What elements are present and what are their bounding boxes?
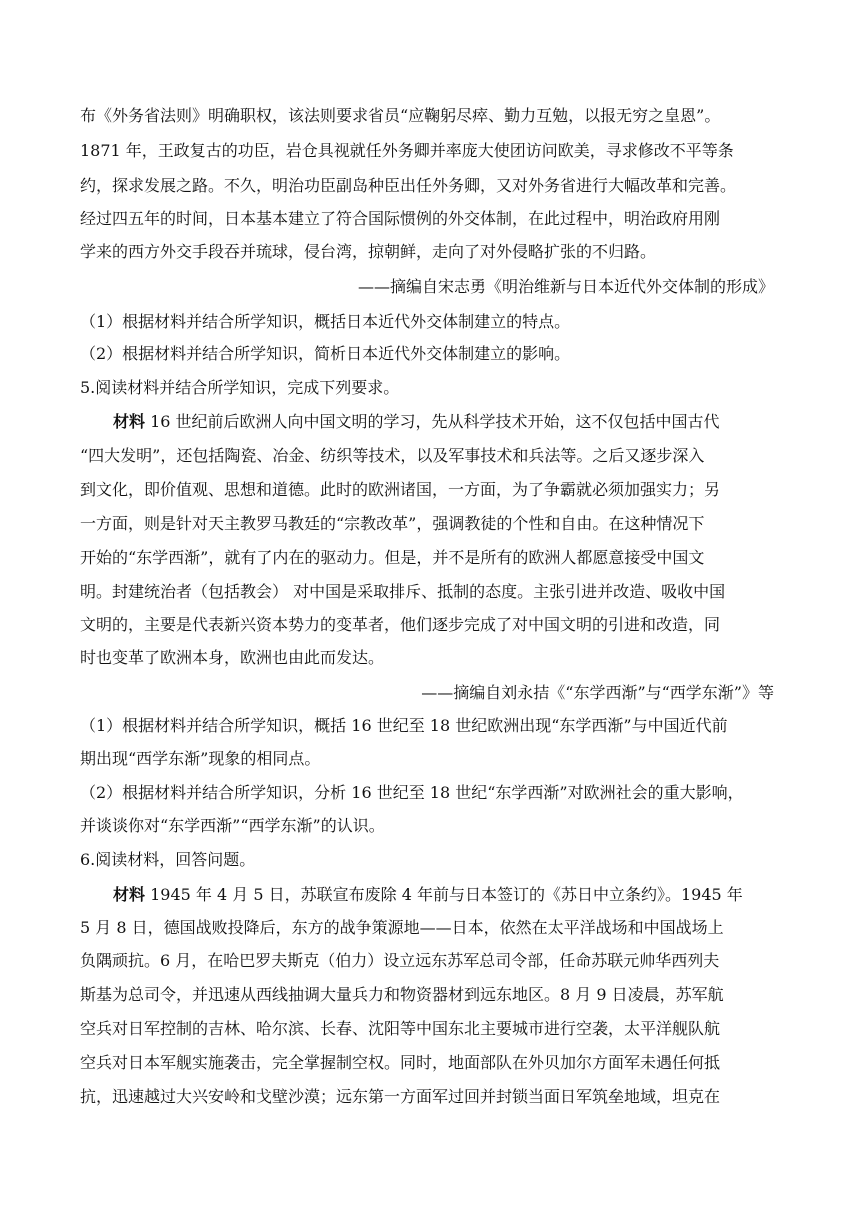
material-line: 抗，迅速越过大兴安岭和戈壁沙漠；远东第一方面军过回并封锁当面日军筑垒地域，坦克在 (80, 1087, 721, 1106)
question-item: （2）根据材料并结合所学知识，分析 16 世纪至 18 世纪“东学西渐”对欧洲社会的重大影响， (80, 783, 744, 802)
material-line: 开始的“东学西渐”，就有了内在的驱动力。但是，并不是所有的欧洲人都愿意接受中国文 (80, 548, 705, 567)
material-line: 布《外务省法则》明确职权，该法则要求省员“应鞠躬尽瘁、勤力互勉，以报无穷之皇恩”。 (80, 106, 721, 125)
source-citation: ——摘编自宋志勇《明治维新与日本近代外交体制的形成》 (357, 277, 774, 296)
material-line: 时也变革了欧洲本身，欧洲也由此而发达。 (80, 648, 385, 667)
material-line: 学来的西方外交手段吞并琉球，侵台湾，掠朝鲜，走向了对外侵略扩张的不归路。 (80, 242, 657, 261)
material-label: 材料 (113, 412, 146, 431)
material-line: 到文化，即价值观、思想和道德。此时的欧洲诸国，一方面，为了争霸就必须加强实力；另 (80, 480, 721, 499)
question-item: （1）根据材料并结合所学知识，概括日本近代外交体制建立的特点。 (80, 312, 571, 331)
material-line: 一方面，则是针对天主教罗马教廷的“宗教改革”，强调教徒的个性和自由。在这种情况下 (80, 514, 705, 533)
material-line: “四大发明”，还包括陶瓷、冶金、纺织等技术，以及军事技术和兵法等。之后又逐步深入 (80, 446, 705, 465)
material-line: 负隅顽抗。6 月，在哈巴罗夫斯克（伯力）设立远东苏军总司令部，任命苏联元帅华西列夫 (80, 951, 720, 970)
material-line (113, 885, 743, 905)
material-text: 16 世纪前后欧洲人向中国文明的学习，先从科学技术开始，这不仅包括中国古代 (145, 412, 720, 431)
material-line: 斯基为总司令，并迅速从西线抽调大量兵力和物资器材到远东地区。8 月 9 日凌晨，苏军航 (80, 985, 724, 1004)
material-text: 1945 年 4 月 5 日，苏联宣布废除 4 年前与日本签订的《苏日中立条约》。1945 年 (145, 885, 743, 904)
material-line: 文明的，主要是代表新兴资本势力的变革者，他们逐步完成了对中国文明的引进和改造，同 (80, 615, 721, 634)
material-line: 空兵对日军控制的吉林、哈尔滨、长春、沈阳等中国东北主要城市进行空袭，太平洋舰队航 (80, 1019, 721, 1038)
question-item: 期出现“西学东渐”现象的相同点。 (80, 749, 321, 768)
material-label: 材料 (113, 885, 146, 904)
material-line: 1871 年，王政复古的功臣，岩仓具视就任外务卿并率庞大使团访问欧美，寻求修改不平等条 (80, 141, 734, 160)
question-heading: 5.阅读材料并结合所学知识，完成下列要求。 (80, 378, 400, 397)
material-line: 约，探求发展之路。不久，明治功臣副岛种臣出任外务卿，又对外务省进行大幅改革和完善。 (80, 176, 737, 195)
question-item: 并谈谈你对“东学西渐”“西学东渐”的认识。 (80, 816, 385, 835)
question-item: （1）根据材料并结合所学知识，概括 16 世纪至 18 世纪欧洲出现“东学西渐”与中国近代前 (80, 716, 728, 735)
question-heading: 6.阅读材料，回答问题。 (80, 850, 256, 869)
material-line: 空兵对日本军舰实施袭击，完全掌握制空权。同时，地面部队在外贝加尔方面军未遇任何抵 (80, 1053, 721, 1072)
material-line (113, 412, 720, 432)
source-citation: ——摘编自刘永拮《“东学西渐”与“西学东渐”》等 (421, 683, 774, 702)
material-line: 经过四五年的时间，日本基本建立了符合国际惯例的外交体制，在此过程中，明治政府用刚 (80, 209, 721, 228)
material-line: 5 月 8 日，德国战败投降后，东方的战争策源地——日本，依然在太平洋战场和中国战场上 (80, 918, 724, 937)
material-line: 明。封建统治者（包括教会） 对中国是采取排斥、抵制的态度。主张引进并改造、吸收中国 (80, 582, 726, 601)
question-item: （2）根据材料并结合所学知识，简析日本近代外交体制建立的影响。 (80, 344, 571, 363)
